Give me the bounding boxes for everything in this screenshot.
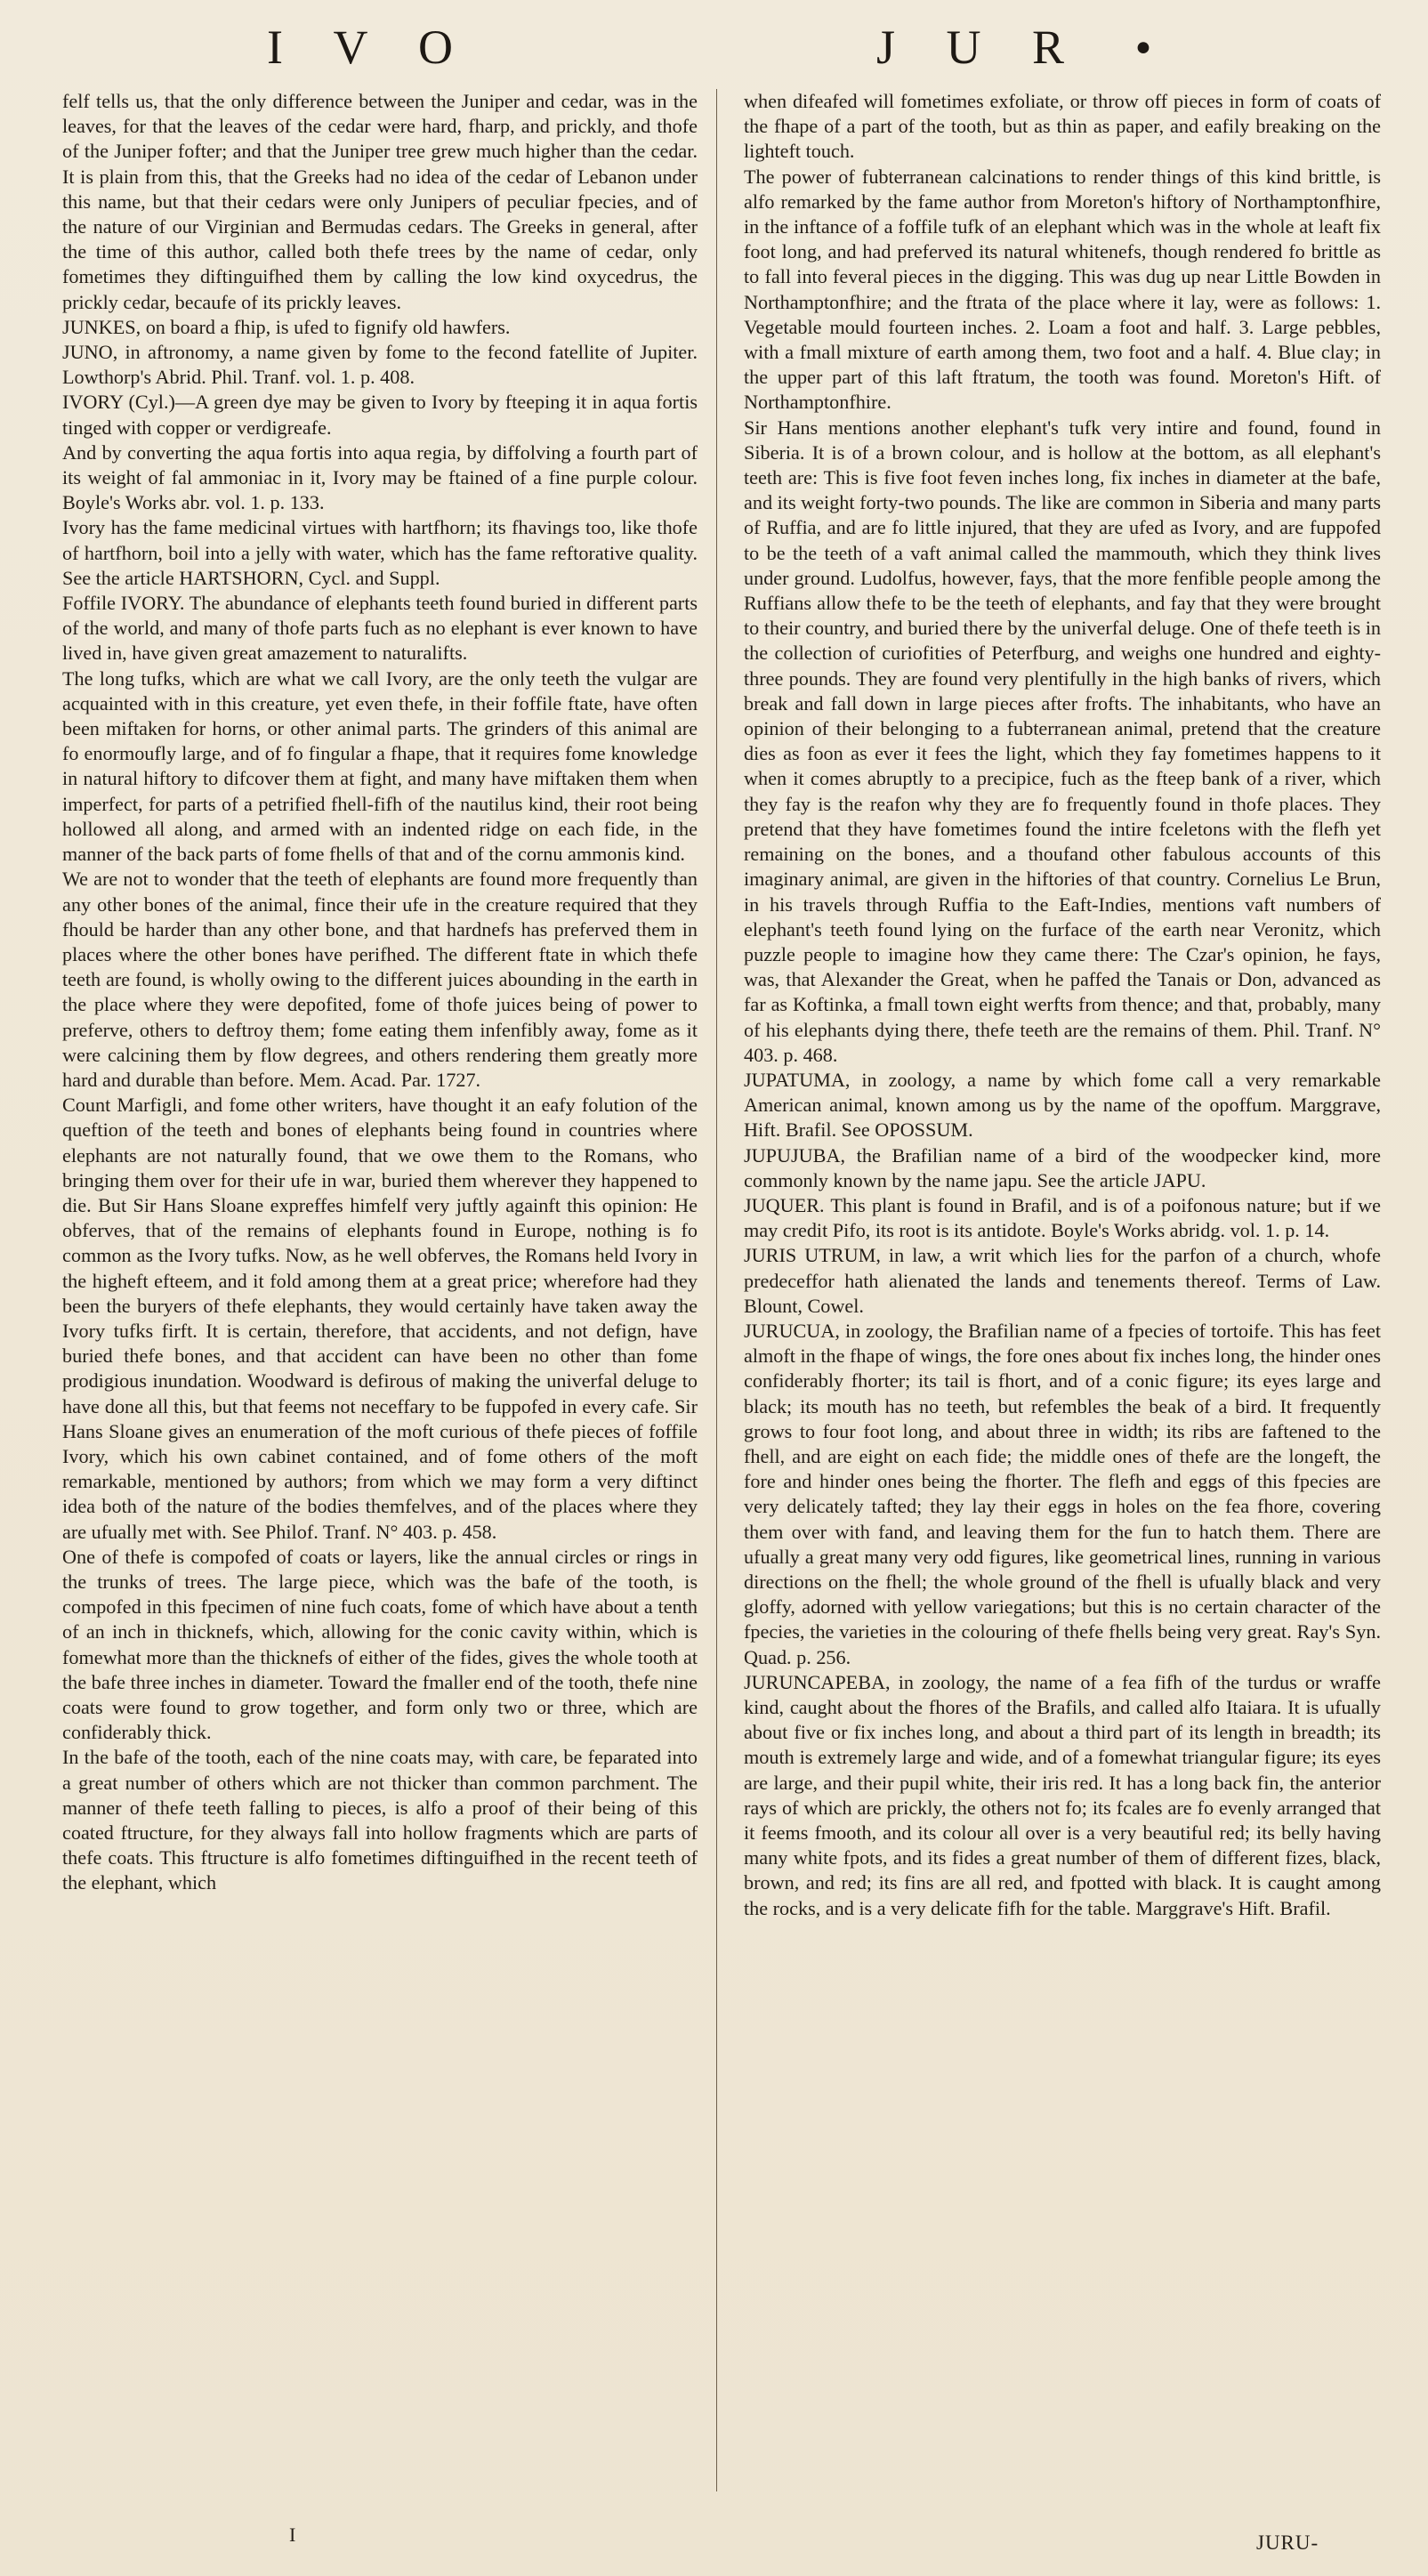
paragraph: felf tells us, that the only difference between the Juniper and cedar, was in the leaves, for that the leaves of the cedar were hard, fharp, and prickly, and thofe of the Juniper fofter; and that the Juniper tree grew much higher than the cedar. It is plain from this, that the Greeks had no idea of the cedar of Lebanon under this name, but that their cedars were only Junipers of peculiar fpecies, and of the nature of our Virginian and Bermudas cedars. The Greeks in general, after the time of this author, called both thefe trees by the name of cedar, only fometimes they diftinguifhed them by calling the low kind oxycedrus, the prickly cedar, becaufe of its prickly leaves.: [62, 90, 698, 313]
paragraph: when difeafed will fometimes exfoliate, or throw off pieces in form of coats of the fhape of a part of the tooth, but as thin as paper, and eafily breaking on the lighteft touch.: [744, 90, 1381, 163]
entry-junkes: JUNKES, on board a fhip, is ufed to fignify old hawfers.: [62, 315, 511, 338]
paragraph: One of thefe is compofed of coats or layers, like the annual circles or rings in the trunks of trees. The large piece, which was the bafe of the tooth, is compofed in this fpecimen of nine fuch coats, fome of which have about a tenth of an inch in thicknefs, which, allowing for the conic cavity within, which is fomewhat more than the thicknefs of either of the fides, gives the whole tooth at the bafe three inches in diameter. Toward the fmaller end of the tooth, thefe nine coats were found to grow together, and form only two or three, which are confiderably thick.: [62, 1545, 698, 1744]
entry-juruncapeba: JURUNCAPEBA, in zoology, the name of a fea fifh of the turdus or wraffe kind, caught about the fhores of the Brafils, and called alfo Itaiara. It is ufually about five or fix inches long, and about a third part of its length in breadth; its mouth is extremely large and wide, and of a fomewhat triangular figure; its eyes are large, and their pupil white, their iris red. It has a long back fin, the anterior rays of which are prickly, the others not fo; its fcales are fo evenly arranged that it feems fmooth, and its colour all over is a very beautiful red; its belly having many white fpots, and its fides a great number of them of different fizes, black, brown, and red; its fins are all red, and fpotted with black. It is caught among the rocks, and is a very delicate fifh for the table. Marggrave's Hift. Brafil.: [744, 1670, 1381, 1919]
right-column: [744, 89, 1381, 2491]
running-head-dot: •: [1132, 27, 1155, 72]
catchword: JURU-: [1256, 2532, 1319, 2554]
paragraph: The long tufks, which are what we call Ivory, are the only teeth the vulgar are acquainted with in this creature, yet even thefe, in their foffile ftate, have often been miftaken for horns, or other animal parts. The grinders of this animal are fo enormoufly large, and of fo fingular a fhape, that it requires fome knowledge in natural hiftory to difcover them at fight, and many have miftaken them when imperfect, for parts of a petrified fhell-fifh of the nautilus kind, their root being hollowed all along, and armed with an indented ridge on each fide, in the manner of the back parts of fome fhells of that and of the cornu ammonis kind.: [62, 666, 698, 866]
paragraph: Ivory has the fame medicinal virtues with hartfhorn; its fhavings too, like thofe of hartfhorn, boil into a jelly with water, which has the fame reftorative quality. See the article HARTSHORN, Cycl. and Suppl.: [62, 516, 698, 589]
paragraph: And by converting the aqua fortis into aqua regia, by diffolving a fourth part of its weight of fal ammoniac in it, Ivory may be ftained of a fine purple colour. Boyle's Works abr. vol. 1. p. 133.: [62, 440, 698, 514]
entry-jupatuma: JUPATUMA, in zoology, a name by which fome call a very remarkable American animal, known among us by the name of the opoffum. Marggrave, Hift. Brafil. See OPOSSUM.: [744, 1068, 1381, 1142]
entry-ivory: IVORY (Cyl.)—A green dye may be given to Ivory by fteeping it in aqua fortis tinged with copper or verdigreafe.: [62, 391, 698, 439]
entry-juno: JUNO, in aftronomy, a name given by fome to the fecond fatellite of Jupiter. Lowthorp's Abrid. Phil. Tranf. vol. 1. p. 408.: [62, 341, 698, 389]
paragraph: In the bafe of the tooth, each of the nine coats may, with care, be feparated into a great number of others which are not thicker than common parchment. The manner of thefe teeth falling to pieces, is alfo a proof of their being of this coated ftructure, for they always fall into hollow fragments which are parts of thefe coats. This ftructure is alfo fometimes diftinguifhed in the recent teeth of the elephant, which: [62, 1746, 698, 1894]
entry-juris-utrum: JURIS UTRUM, in law, a writ which lies for the parfon of a church, whofe predeceffor hath alienated the lands and tenements thereof. Terms of Law. Blount, Cowel.: [744, 1244, 1381, 1317]
running-head-right: J U R: [876, 20, 1085, 74]
signature-mark: I: [289, 2524, 296, 2546]
paragraph: Count Marfigli, and fome other writers, have thought it an eafy folution of the queftion of the teeth and bones of elephants being found in countries where elephants are not naturally found, that we owe them to the Romans, who bringing them over for their ufe in war, buried them wherever they happened to die. But Sir Hans Sloane expreffes himfelf very juftly againft this opinion: He obferves, that of the remains of elephants found in Europe, nothing is fo common as the Ivory tufks. Now, as he well obferves, the Romans held Ivory in the higheft efteem, and it fold among them at a great price; wherefore had they been the buryers of thefe elephants, they would certainly have taken away the Ivory tufks firft. It is certain, therefore, that accidents, and not defign, have buried thefe bones, and that accident can have been no other than fome prodigious inundation. Woodward is defirous of making the univerfal deluge to have done all this, but that feems not neceffary to be fuppofed in every cafe. Sir Hans Sloane gives an enumeration of the moft curious of thefe pieces of foffile Ivory, which his own cabinet contained, and of fome others of the moft remarkable, mentioned by authors; from which we may form a very diftinct idea both of the nature of the bodies themfelves, and of the places where they are ufually met with. See Philof. Tranf. N° 403. p. 458.: [62, 1094, 698, 1543]
entry-jurucua: JURUCUA, in zoology, the Brafilian name of a fpecies of tortoife. This has feet almoft in the fhape of wings, the fore ones about fix inches long, the hinder ones confiderably fhorter; its tail is fhort, and of a conic figure; its eyes large and black; its mouth has no teeth, but refembles the beak of a bird. It frequently grows to four foot long, and about three in width; its ribs are faftened to the fhell, and are eight on each fide; the middle ones of thefe are the longeft, the fore and hinder ones being the fhorter. The flefh and eggs of this fpecies are very delicately tafted; they lay their eggs in holes on the fea fhore, covering them over with fand, and leaving them for the fun to hatch them. There are ufually a great many very odd figures, like geometrical lines, running in various directions on the fhell; the whole ground of the fhell is ufually black and very gloffy, adorned with yellow variegations; but this is no certain character of the fpecies, the varieties in the colouring of thefe fhells being very great. Ray's Syn. Quad. p. 256.: [744, 1319, 1381, 1668]
paragraph: Sir Hans mentions another elephant's tufk very intire and found, found in Siberia. It is of a brown colour, and is hollow at the bottom, as all elephant's teeth are: This is five foot feven inches long, fix inches in diameter at the bafe, and its weight forty-two pounds. The like are common in Siberia and many parts of Ruffia, and are fo little injured, that they are ufed as Ivory, and are fuppofed to be the teeth of a vaft animal called the mammouth, which they think lives under ground. Ludolfus, however, fays, that the more fenfible people among the Ruffians allow thefe to be the teeth of elephants, and fay that they were brought to their country, and buried there by the univerfal deluge. One of thefe teeth is in the collection of curiofities of Peterfburg, and weighs one hundred and eighty-three pounds. They are found very plentifully in the high banks of rivers, which break and fall down in large pieces after frofts. The inhabitants, who have an opinion of their belonging to a fubterranean animal, pretend that the creature dies as foon as ever it fees the light, which they fay fometimes happens to it when it comes abruptly to a precipice, fuch as the fteep bank of a river, which they fay is the reafon why they are fo frequently found in thofe places. They pretend that they have fometimes found the intire fceletons with the flefh yet remaining on the bones, and a thoufand other fabulous accounts of this imaginary animal, are given in the hiftories of that country. Cornelius Le Brun, in his travels through Ruffia to the Eaft-Indies, mentions vaft numbers of elephant's teeth found lying on the furface of the earth near Veronitz, which puzzle people to imagine how they came there: The Czar's opinion, he fays, was, that Alexander the Great, when he paffed the Tanais or Don, advanced as far as Koftinka, a fmall town eight werfts from thence; and that, probably, many of his elephants dying there, thefe teeth are the remains of them. Phil. Tranf. N° 403. p. 468.: [744, 416, 1381, 1066]
entry-jupujuba: JUPUJUBA, the Brafilian name of a bird of the woodpecker kind, more commonly known by the name japu. See the article JAPU.: [744, 1143, 1381, 1191]
paragraph: We are not to wonder that the teeth of elephants are found more frequently than any other bones of the animal, fince their ufe in the creature required that they fhould be harder than any other bone, and that hardnefs has preferved them in places where the other bones have perifhed. The different ftate in which thefe teeth are found, is wholly owing to the different juices abounding in the earth in the place where they were depofited, fome of thofe juices being of power to preferve, others to deftroy them; fome eating them infenfibly away, fome as it were calcining them by flow degrees, and others rendering them greatly more hard and durable than before. Mem. Acad. Par. 1727.: [62, 868, 698, 1091]
paragraph: The power of fubterranean calcinations to render things of this kind brittle, is alfo remarked by the fame author from Moreton's hiftory of Northamptonfhire, in the inftance of a foffile tufk of an elephant which was in the whole at leaft fix foot long, and had preferved its natural whitenefs, though rendered fo brittle as to fall into feveral pieces in the digging. This was dug up near Little Bowden in Northamptonfhire; and the ftrata of the place where it lay, were as follows: 1. Vegetable mould fourteen inches. 2. Loam a foot and half. 3. Large pebbles, with a fmall mixture of earth among them, two foot and a half. 4. Blue clay; in the upper part of this laft ftratum, the tooth was found. Moreton's Hift. of Northamptonfhire.: [744, 165, 1381, 414]
running-head-left: I V O: [267, 20, 473, 74]
entry-juquer: JUQUER. This plant is found in Brafil, and is of a poifonous nature; but if we may credit Pifo, its root is its antidote. Boyle's Works abridg. vol. 1. p. 14.: [744, 1193, 1381, 1242]
column-rule: [716, 89, 717, 2491]
entry-fossile-ivory: Foffile IVORY. The abundance of elephants teeth found buried in different parts of the world, and many of thofe parts fuch as no elephant is ever known to have lived in, have given great amazement to naturalifts.: [62, 592, 698, 665]
left-column: [62, 89, 698, 2491]
